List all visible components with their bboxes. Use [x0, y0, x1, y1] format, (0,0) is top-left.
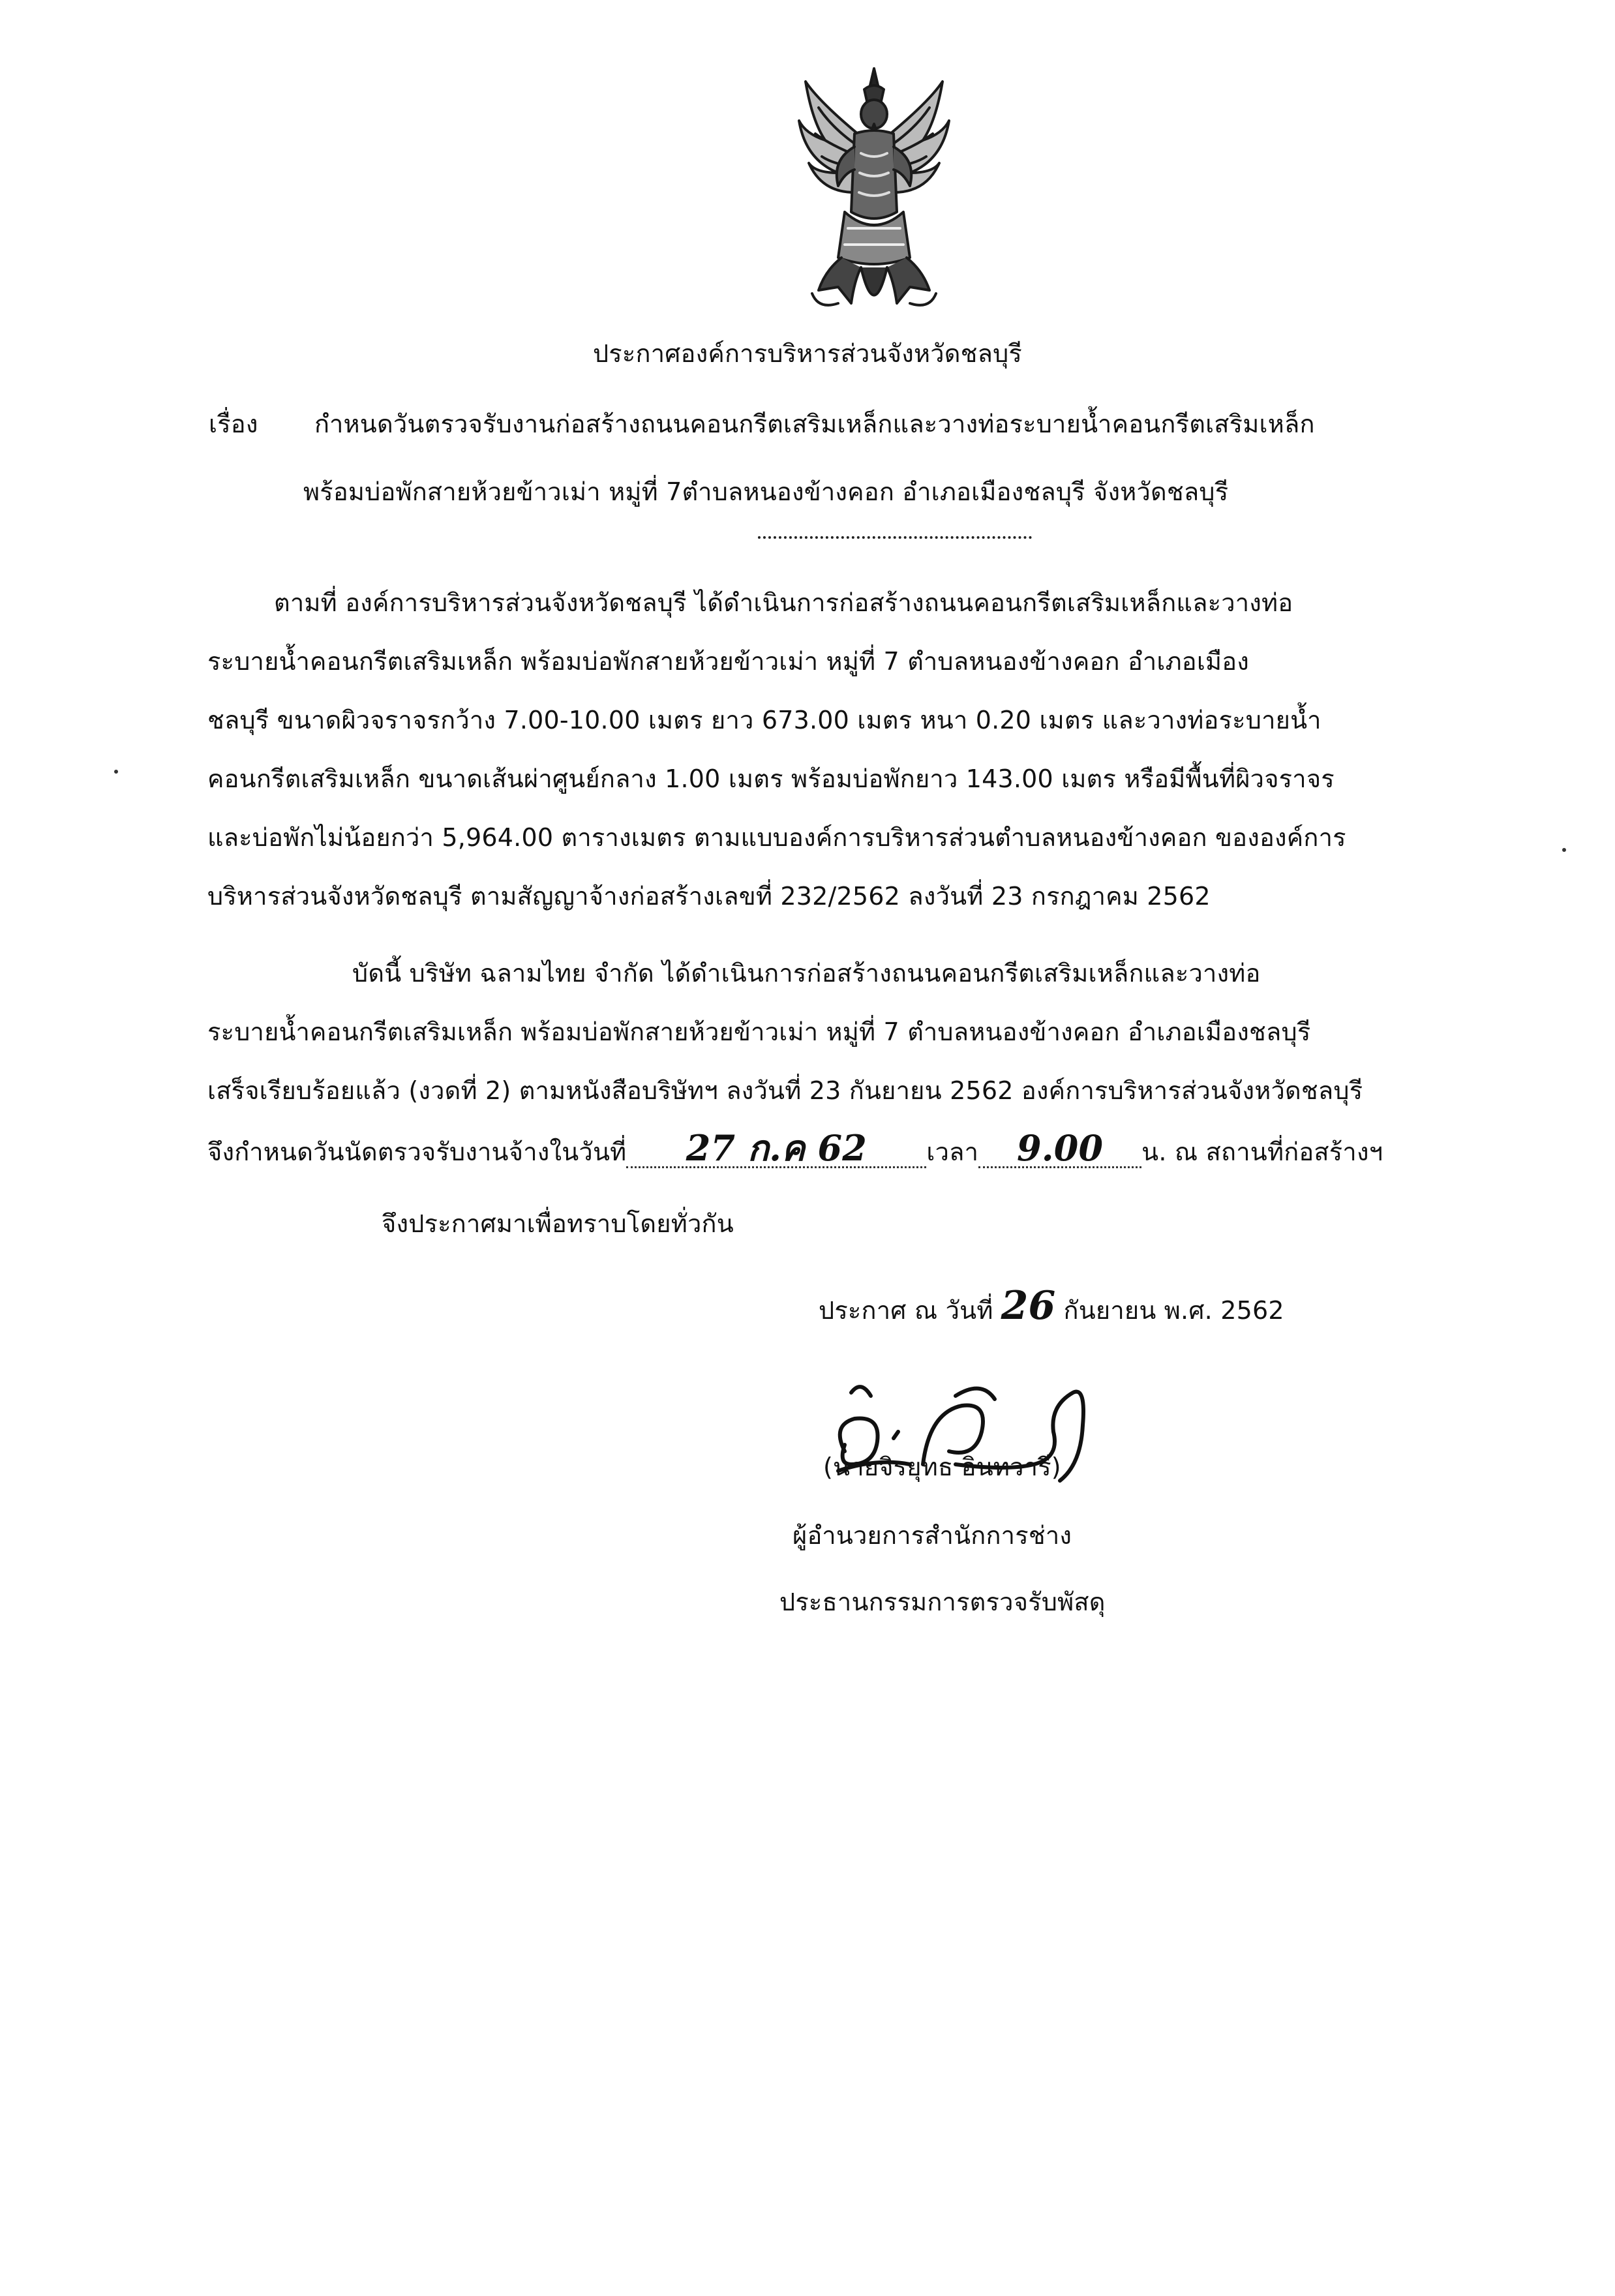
- announce-day-handwritten: 26: [1001, 1283, 1056, 1329]
- para1-line-6: บริหารส่วนจังหวัดชลบุรี ตามสัญญาจ้างก่อสร้างเลขที่ 232/2562 ลงวันที่ 23 กรกฎาคม 2562: [207, 882, 1211, 911]
- para1-line-2: ระบายน้ำคอนกรีตเสริมเหล็ก พร้อมบ่อพักสายห้วยข้าวเม่า หมู่ที่ 7 ตำบลหนองข้างคอก อำเภอเมือง: [207, 647, 1250, 676]
- time-label: เวลา: [926, 1138, 979, 1166]
- para1-line-3: ชลบุรี ขนาดผิวจราจรกว้าง 7.00-10.00 เมตร ยาว 673.00 เมตร หนา 0.20 เมตร และวางท่อระบายน้ำ: [207, 706, 1321, 734]
- subject-line-2: พร้อมบ่อพักสายห้วยข้าวเม่า หมู่ที่ 7ตำบลหนองข้างคอก อำเภอเมืองชลบุรี จังหวัดชลบุรี: [303, 477, 1229, 506]
- schedule-line: [207, 1127, 1383, 1169]
- separator-dotted-line: [758, 536, 1032, 539]
- scan-speck: [1562, 848, 1566, 852]
- signatory-name: (นายจิรยุทธ อินทวารี): [823, 1453, 1061, 1481]
- closing-text: จึงประกาศมาเพื่อทราบโดยทั่วกัน: [382, 1209, 734, 1238]
- inspection-time-field: [978, 1127, 1141, 1169]
- subject-line-1: กำหนดวันตรวจรับงานก่อสร้างถนนคอนกรีตเสริมเหล็กและวางท่อระบายน้ำคอนกรีตเสริมเหล็ก: [314, 410, 1315, 438]
- signatory-position-2: ประธานกรรมการตรวจรับพัสดุ: [779, 1588, 1106, 1616]
- para2-line-1: บัดนี้ บริษัท ฉลามไทย จำกัด ได้ดำเนินการก่อสร้างถนนคอนกรีตเสริมเหล็กและวางท่อ: [352, 959, 1261, 988]
- para1-line-5: และบ่อพักไม่น้อยกว่า 5,964.00 ตารางเมตร ตามแบบองค์การบริหารส่วนตำบลหนองข้างคอก ขององค์การ: [207, 823, 1346, 852]
- inspection-date-field: [626, 1127, 926, 1169]
- announce-date-line: [819, 1283, 1284, 1329]
- para2-line-2: ระบายน้ำคอนกรีตเสริมเหล็ก พร้อมบ่อพักสายห้วยข้าวเม่า หมู่ที่ 7 ตำบลหนองข้างคอก อำเภอเมืองชลบุรี: [207, 1018, 1311, 1046]
- scan-speck: [114, 770, 118, 774]
- announce-prefix: ประกาศ ณ วันที่: [819, 1296, 993, 1325]
- schedule-suffix: น. ณ สถานที่ก่อสร้างฯ: [1141, 1138, 1383, 1166]
- subject-label: เรื่อง: [209, 410, 258, 438]
- para1-line-4: คอนกรีตเสริมเหล็ก ขนาดเส้นผ่าศูนย์กลาง 1.00 เมตร พร้อมบ่อพักยาว 143.00 เมตร หรือมีพื้นที่ผิวจราจร: [207, 764, 1335, 793]
- schedule-prefix: จึงกำหนดวันนัดตรวจรับงานจ้างในวันที่: [207, 1138, 627, 1166]
- para1-line-1: ตามที่ องค์การบริหารส่วนจังหวัดชลบุรี ได้ดำเนินการก่อสร้างถนนคอนกรีตเสริมเหล็กและวางท่อ: [274, 588, 1293, 617]
- announce-month-year: กันยายน พ.ศ. 2562: [1063, 1296, 1284, 1325]
- inspection-date-handwritten: 27 ก.ค 62: [686, 1127, 868, 1169]
- document-title: ประกาศองค์การบริหารส่วนจังหวัดชลบุรี: [592, 339, 1023, 368]
- inspection-time-handwritten: 9.00: [1016, 1127, 1104, 1169]
- para2-line-3: เสร็จเรียบร้อยแล้ว (งวดที่ 2) ตามหนังสือบริษัทฯ ลงวันที่ 23 กันยายน 2562 องค์การบริหารส่วนจังหวัดชลบุรี: [207, 1076, 1363, 1105]
- signatory-position-1: ผู้อำนวยการสำนักการช่าง: [792, 1521, 1072, 1550]
- garuda-emblem-icon: [792, 62, 956, 323]
